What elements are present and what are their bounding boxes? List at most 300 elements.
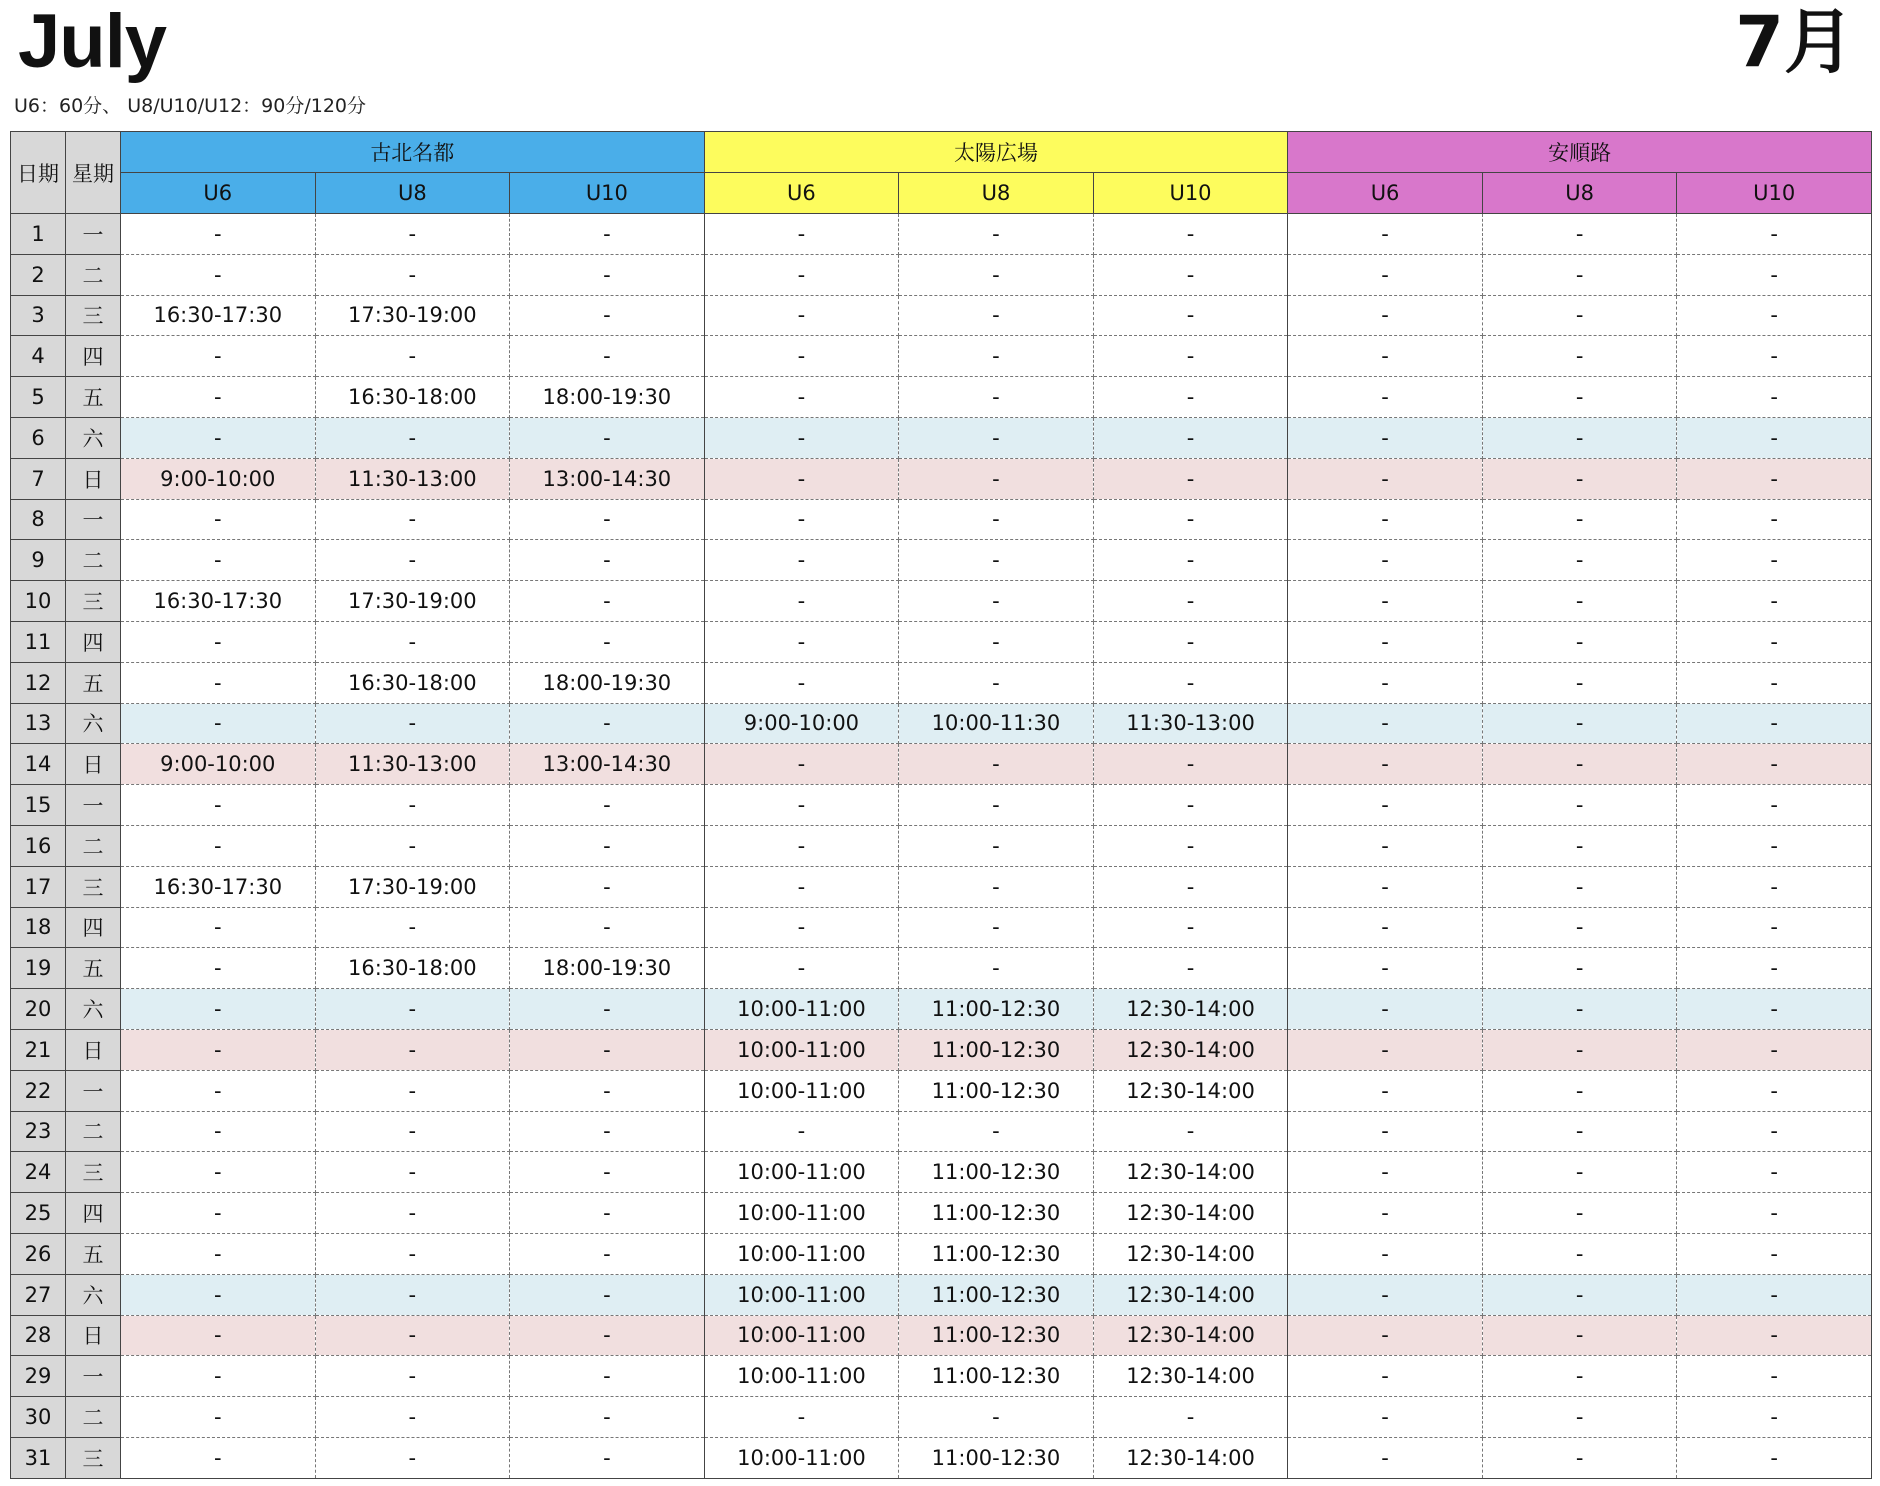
weekday-cell: 四 xyxy=(66,621,121,662)
time-slot-cell: - xyxy=(510,1193,705,1234)
weekday-cell: 二 xyxy=(66,254,121,295)
time-slot-cell: - xyxy=(1288,295,1483,336)
time-slot-cell: - xyxy=(1482,1356,1677,1397)
table-row xyxy=(11,907,1872,948)
time-slot-cell: - xyxy=(510,703,705,744)
table-row xyxy=(11,581,1872,622)
time-slot-cell: - xyxy=(1482,1152,1677,1193)
time-slot-cell: - xyxy=(704,336,899,377)
time-slot-cell: - xyxy=(1093,499,1288,540)
time-slot-cell: - xyxy=(1677,295,1872,336)
date-cell: 13 xyxy=(11,703,66,744)
table-row xyxy=(11,866,1872,907)
time-slot-cell: 11:00-12:30 xyxy=(899,1437,1094,1478)
time-slot-cell: - xyxy=(704,948,899,989)
time-slot-cell: 11:30-13:00 xyxy=(315,458,510,499)
time-slot-cell: - xyxy=(1288,377,1483,418)
age-header: U8 xyxy=(315,173,510,214)
time-slot-cell: - xyxy=(121,785,316,826)
time-slot-cell: 9:00-10:00 xyxy=(704,703,899,744)
date-cell: 4 xyxy=(11,336,66,377)
date-cell: 8 xyxy=(11,499,66,540)
time-slot-cell: 12:30-14:00 xyxy=(1093,1029,1288,1070)
time-slot-cell: - xyxy=(1093,254,1288,295)
time-slot-cell: - xyxy=(899,1397,1094,1438)
time-slot-cell: 13:00-14:30 xyxy=(510,458,705,499)
age-header: U6 xyxy=(121,173,316,214)
time-slot-cell: - xyxy=(1677,458,1872,499)
time-slot-cell: - xyxy=(315,989,510,1030)
time-slot-cell: 11:00-12:30 xyxy=(899,1274,1094,1315)
time-slot-cell: - xyxy=(121,1233,316,1274)
weekday-cell: 三 xyxy=(66,866,121,907)
weekday-cell: 五 xyxy=(66,948,121,989)
time-slot-cell: - xyxy=(1288,1356,1483,1397)
time-slot-cell: - xyxy=(121,703,316,744)
time-slot-cell: - xyxy=(121,1437,316,1478)
time-slot-cell: - xyxy=(899,825,1094,866)
time-slot-cell: - xyxy=(315,1274,510,1315)
venue-header-anshun: 安順路 xyxy=(1288,132,1872,173)
weekday-cell: 一 xyxy=(66,499,121,540)
date-cell: 5 xyxy=(11,377,66,418)
date-cell: 23 xyxy=(11,1111,66,1152)
time-slot-cell: - xyxy=(121,1111,316,1152)
time-slot-cell: - xyxy=(121,1274,316,1315)
time-slot-cell: - xyxy=(899,458,1094,499)
date-cell: 14 xyxy=(11,744,66,785)
time-slot-cell: 10:00-11:00 xyxy=(704,1356,899,1397)
time-slot-cell: - xyxy=(315,1029,510,1070)
table-row xyxy=(11,1437,1872,1478)
date-cell: 10 xyxy=(11,581,66,622)
time-slot-cell: - xyxy=(315,336,510,377)
time-slot-cell: - xyxy=(704,214,899,255)
date-cell: 18 xyxy=(11,907,66,948)
weekday-cell: 日 xyxy=(66,1029,121,1070)
month-title-english: July xyxy=(18,0,167,84)
time-slot-cell: - xyxy=(1677,1233,1872,1274)
time-slot-cell: - xyxy=(899,499,1094,540)
time-slot-cell: - xyxy=(315,214,510,255)
time-slot-cell: - xyxy=(1288,1233,1483,1274)
time-slot-cell: - xyxy=(1482,458,1677,499)
table-row xyxy=(11,1274,1872,1315)
time-slot-cell: - xyxy=(704,377,899,418)
weekday-cell: 四 xyxy=(66,336,121,377)
time-slot-cell: - xyxy=(1482,499,1677,540)
time-slot-cell: - xyxy=(1482,1111,1677,1152)
weekday-cell: 日 xyxy=(66,1315,121,1356)
time-slot-cell: - xyxy=(1093,214,1288,255)
time-slot-cell: 12:30-14:00 xyxy=(1093,989,1288,1030)
table-row xyxy=(11,377,1872,418)
time-slot-cell: - xyxy=(1482,1315,1677,1356)
time-slot-cell: - xyxy=(121,621,316,662)
time-slot-cell: - xyxy=(121,377,316,418)
time-slot-cell: 17:30-19:00 xyxy=(315,866,510,907)
time-slot-cell: 10:00-11:00 xyxy=(704,1233,899,1274)
time-slot-cell: - xyxy=(1482,1397,1677,1438)
time-slot-cell: - xyxy=(1288,744,1483,785)
time-slot-cell: 12:30-14:00 xyxy=(1093,1437,1288,1478)
weekday-cell: 一 xyxy=(66,1356,121,1397)
time-slot-cell: - xyxy=(121,825,316,866)
time-slot-cell: - xyxy=(1677,1315,1872,1356)
time-slot-cell: - xyxy=(899,581,1094,622)
age-header: U6 xyxy=(1288,173,1483,214)
table-row xyxy=(11,825,1872,866)
time-slot-cell: - xyxy=(1482,907,1677,948)
time-slot-cell: - xyxy=(1482,744,1677,785)
time-slot-cell: - xyxy=(315,1397,510,1438)
time-slot-cell: - xyxy=(315,254,510,295)
time-slot-cell: 18:00-19:30 xyxy=(510,662,705,703)
time-slot-cell: 16:30-18:00 xyxy=(315,948,510,989)
date-cell: 21 xyxy=(11,1029,66,1070)
table-row xyxy=(11,1111,1872,1152)
time-slot-cell: 11:00-12:30 xyxy=(899,1315,1094,1356)
time-slot-cell: - xyxy=(510,499,705,540)
time-slot-cell: - xyxy=(1677,1111,1872,1152)
time-slot-cell: - xyxy=(1677,540,1872,581)
time-slot-cell: 17:30-19:00 xyxy=(315,295,510,336)
time-slot-cell: - xyxy=(1093,540,1288,581)
time-slot-cell: - xyxy=(510,254,705,295)
time-slot-cell: - xyxy=(1093,785,1288,826)
table-row xyxy=(11,989,1872,1030)
weekday-cell: 日 xyxy=(66,744,121,785)
schedule-table xyxy=(10,131,1872,1479)
time-slot-cell: - xyxy=(121,1315,316,1356)
time-slot-cell: 11:00-12:30 xyxy=(899,1152,1094,1193)
date-cell: 24 xyxy=(11,1152,66,1193)
time-slot-cell: - xyxy=(899,621,1094,662)
time-slot-cell: - xyxy=(510,1111,705,1152)
time-slot-cell: - xyxy=(1288,1070,1483,1111)
time-slot-cell: - xyxy=(315,1111,510,1152)
time-slot-cell: - xyxy=(1482,948,1677,989)
weekday-cell: 六 xyxy=(66,417,121,458)
time-slot-cell: - xyxy=(704,499,899,540)
time-slot-cell: 12:30-14:00 xyxy=(1093,1152,1288,1193)
time-slot-cell: - xyxy=(1677,907,1872,948)
time-slot-cell: - xyxy=(121,948,316,989)
time-slot-cell: - xyxy=(1677,336,1872,377)
table-row xyxy=(11,1315,1872,1356)
time-slot-cell: - xyxy=(121,336,316,377)
weekday-cell: 一 xyxy=(66,1070,121,1111)
duration-note: U6：60分、 U8/U10/U12：90分/120分 xyxy=(14,95,367,117)
date-cell: 27 xyxy=(11,1274,66,1315)
time-slot-cell: - xyxy=(1677,948,1872,989)
date-cell: 29 xyxy=(11,1356,66,1397)
time-slot-cell: - xyxy=(510,1356,705,1397)
time-slot-cell: - xyxy=(315,1315,510,1356)
time-slot-cell: - xyxy=(510,1397,705,1438)
time-slot-cell: 10:00-11:00 xyxy=(704,1193,899,1234)
time-slot-cell: - xyxy=(1677,1356,1872,1397)
time-slot-cell: 12:30-14:00 xyxy=(1093,1233,1288,1274)
time-slot-cell: - xyxy=(121,214,316,255)
time-slot-cell: - xyxy=(1288,540,1483,581)
weekday-cell: 三 xyxy=(66,1152,121,1193)
time-slot-cell: 12:30-14:00 xyxy=(1093,1070,1288,1111)
weekday-cell: 六 xyxy=(66,703,121,744)
time-slot-cell: - xyxy=(1288,417,1483,458)
weekday-cell: 二 xyxy=(66,825,121,866)
time-slot-cell: - xyxy=(510,1274,705,1315)
time-slot-cell: - xyxy=(121,1029,316,1070)
time-slot-cell: - xyxy=(899,785,1094,826)
time-slot-cell: - xyxy=(899,295,1094,336)
time-slot-cell: - xyxy=(315,785,510,826)
weekday-column-header: 星期 xyxy=(66,132,121,214)
time-slot-cell: - xyxy=(704,417,899,458)
time-slot-cell: - xyxy=(704,581,899,622)
time-slot-cell: - xyxy=(1677,1274,1872,1315)
time-slot-cell: - xyxy=(315,417,510,458)
time-slot-cell: - xyxy=(510,907,705,948)
age-header: U8 xyxy=(899,173,1094,214)
time-slot-cell: - xyxy=(1288,458,1483,499)
time-slot-cell: 11:00-12:30 xyxy=(899,1233,1094,1274)
time-slot-cell: - xyxy=(1677,703,1872,744)
time-slot-cell: - xyxy=(1288,785,1483,826)
time-slot-cell: - xyxy=(1288,907,1483,948)
time-slot-cell: - xyxy=(1677,744,1872,785)
date-cell: 6 xyxy=(11,417,66,458)
time-slot-cell: - xyxy=(1093,1111,1288,1152)
time-slot-cell: - xyxy=(315,1152,510,1193)
time-slot-cell: - xyxy=(704,1397,899,1438)
time-slot-cell: - xyxy=(899,377,1094,418)
table-row xyxy=(11,1152,1872,1193)
table-row xyxy=(11,1193,1872,1234)
time-slot-cell: - xyxy=(1482,866,1677,907)
date-cell: 9 xyxy=(11,540,66,581)
time-slot-cell: - xyxy=(1482,1193,1677,1234)
time-slot-cell: 12:30-14:00 xyxy=(1093,1356,1288,1397)
time-slot-cell: - xyxy=(121,1397,316,1438)
weekday-cell: 六 xyxy=(66,989,121,1030)
time-slot-cell: 9:00-10:00 xyxy=(121,744,316,785)
time-slot-cell: - xyxy=(315,1070,510,1111)
time-slot-cell: - xyxy=(510,1315,705,1356)
time-slot-cell: - xyxy=(1288,1315,1483,1356)
time-slot-cell: - xyxy=(704,540,899,581)
time-slot-cell: - xyxy=(510,866,705,907)
time-slot-cell: - xyxy=(1093,295,1288,336)
time-slot-cell: - xyxy=(1482,662,1677,703)
table-row xyxy=(11,417,1872,458)
time-slot-cell: - xyxy=(1677,1397,1872,1438)
time-slot-cell: - xyxy=(121,540,316,581)
time-slot-cell: - xyxy=(510,295,705,336)
weekday-cell: 一 xyxy=(66,214,121,255)
time-slot-cell: 10:00-11:00 xyxy=(704,1437,899,1478)
table-row xyxy=(11,662,1872,703)
time-slot-cell: - xyxy=(1677,989,1872,1030)
time-slot-cell: - xyxy=(1677,499,1872,540)
date-cell: 22 xyxy=(11,1070,66,1111)
time-slot-cell: - xyxy=(1093,336,1288,377)
time-slot-cell: - xyxy=(1093,744,1288,785)
date-cell: 28 xyxy=(11,1315,66,1356)
time-slot-cell: - xyxy=(315,1233,510,1274)
time-slot-cell: - xyxy=(1288,254,1483,295)
table-row xyxy=(11,785,1872,826)
time-slot-cell: 11:00-12:30 xyxy=(899,1356,1094,1397)
time-slot-cell: - xyxy=(1288,336,1483,377)
table-row xyxy=(11,254,1872,295)
time-slot-cell: - xyxy=(1677,621,1872,662)
time-slot-cell: - xyxy=(315,703,510,744)
time-slot-cell: - xyxy=(315,1356,510,1397)
time-slot-cell: - xyxy=(704,866,899,907)
time-slot-cell: - xyxy=(1093,458,1288,499)
time-slot-cell: - xyxy=(1482,1029,1677,1070)
table-row xyxy=(11,621,1872,662)
time-slot-cell: 16:30-17:30 xyxy=(121,866,316,907)
time-slot-cell: - xyxy=(315,825,510,866)
time-slot-cell: - xyxy=(1288,499,1483,540)
time-slot-cell: - xyxy=(704,785,899,826)
venue-header-gubei: 古北名都 xyxy=(121,132,705,173)
date-cell: 16 xyxy=(11,825,66,866)
time-slot-cell: - xyxy=(315,1193,510,1234)
time-slot-cell: - xyxy=(1677,1070,1872,1111)
time-slot-cell: - xyxy=(899,254,1094,295)
time-slot-cell: - xyxy=(1288,662,1483,703)
weekday-cell: 三 xyxy=(66,1437,121,1478)
time-slot-cell: - xyxy=(1677,417,1872,458)
time-slot-cell: - xyxy=(121,907,316,948)
schedule-body xyxy=(11,214,1872,1479)
time-slot-cell: 10:00-11:30 xyxy=(899,703,1094,744)
time-slot-cell: - xyxy=(510,540,705,581)
time-slot-cell: - xyxy=(1288,703,1483,744)
time-slot-cell: - xyxy=(1482,254,1677,295)
time-slot-cell: - xyxy=(1482,1233,1677,1274)
time-slot-cell: - xyxy=(1482,1437,1677,1478)
time-slot-cell: - xyxy=(121,499,316,540)
time-slot-cell: 9:00-10:00 xyxy=(121,458,316,499)
date-cell: 11 xyxy=(11,621,66,662)
weekday-cell: 五 xyxy=(66,377,121,418)
table-row xyxy=(11,458,1872,499)
time-slot-cell: - xyxy=(1093,825,1288,866)
time-slot-cell: - xyxy=(1482,377,1677,418)
time-slot-cell: - xyxy=(899,866,1094,907)
time-slot-cell: - xyxy=(1288,1437,1483,1478)
time-slot-cell: - xyxy=(1093,377,1288,418)
time-slot-cell: - xyxy=(121,662,316,703)
date-cell: 3 xyxy=(11,295,66,336)
time-slot-cell: - xyxy=(510,1233,705,1274)
time-slot-cell: - xyxy=(315,499,510,540)
time-slot-cell: 11:00-12:30 xyxy=(899,1193,1094,1234)
time-slot-cell: - xyxy=(510,785,705,826)
time-slot-cell: 12:30-14:00 xyxy=(1093,1274,1288,1315)
time-slot-cell: - xyxy=(899,948,1094,989)
time-slot-cell: - xyxy=(1093,907,1288,948)
time-slot-cell: - xyxy=(899,214,1094,255)
time-slot-cell: - xyxy=(899,744,1094,785)
time-slot-cell: 16:30-18:00 xyxy=(315,377,510,418)
age-header: U6 xyxy=(704,173,899,214)
time-slot-cell: - xyxy=(1093,581,1288,622)
time-slot-cell: - xyxy=(510,1437,705,1478)
time-slot-cell: 10:00-11:00 xyxy=(704,1152,899,1193)
time-slot-cell: - xyxy=(1677,1437,1872,1478)
time-slot-cell: - xyxy=(899,417,1094,458)
time-slot-cell: - xyxy=(121,417,316,458)
time-slot-cell: - xyxy=(1093,621,1288,662)
date-cell: 30 xyxy=(11,1397,66,1438)
time-slot-cell: 11:00-12:30 xyxy=(899,989,1094,1030)
date-cell: 7 xyxy=(11,458,66,499)
month-title-chinese: 7月 xyxy=(1735,1,1854,83)
time-slot-cell: - xyxy=(704,907,899,948)
time-slot-cell: - xyxy=(1093,417,1288,458)
time-slot-cell: - xyxy=(704,458,899,499)
time-slot-cell: - xyxy=(1677,1193,1872,1234)
table-row xyxy=(11,540,1872,581)
weekday-cell: 四 xyxy=(66,907,121,948)
weekday-cell: 日 xyxy=(66,458,121,499)
time-slot-cell: 11:00-12:30 xyxy=(899,1029,1094,1070)
weekday-cell: 六 xyxy=(66,1274,121,1315)
date-cell: 2 xyxy=(11,254,66,295)
weekday-cell: 一 xyxy=(66,785,121,826)
time-slot-cell: - xyxy=(1677,254,1872,295)
time-slot-cell: - xyxy=(704,621,899,662)
table-row xyxy=(11,336,1872,377)
time-slot-cell: - xyxy=(899,540,1094,581)
time-slot-cell: - xyxy=(1482,336,1677,377)
time-slot-cell: - xyxy=(1288,866,1483,907)
time-slot-cell: - xyxy=(704,1111,899,1152)
time-slot-cell: 11:30-13:00 xyxy=(315,744,510,785)
time-slot-cell: - xyxy=(510,1029,705,1070)
weekday-cell: 二 xyxy=(66,1397,121,1438)
time-slot-cell: - xyxy=(315,621,510,662)
time-slot-cell: - xyxy=(121,989,316,1030)
time-slot-cell: - xyxy=(121,1070,316,1111)
time-slot-cell: - xyxy=(315,540,510,581)
time-slot-cell: - xyxy=(1093,1397,1288,1438)
table-row xyxy=(11,1070,1872,1111)
weekday-cell: 二 xyxy=(66,1111,121,1152)
time-slot-cell: - xyxy=(1482,621,1677,662)
date-cell: 12 xyxy=(11,662,66,703)
time-slot-cell: - xyxy=(704,825,899,866)
time-slot-cell: - xyxy=(1288,1029,1483,1070)
date-cell: 31 xyxy=(11,1437,66,1478)
time-slot-cell: 10:00-11:00 xyxy=(704,1029,899,1070)
time-slot-cell: 18:00-19:30 xyxy=(510,948,705,989)
time-slot-cell: - xyxy=(1093,662,1288,703)
time-slot-cell: - xyxy=(899,907,1094,948)
weekday-cell: 二 xyxy=(66,540,121,581)
time-slot-cell: - xyxy=(1093,948,1288,989)
date-cell: 19 xyxy=(11,948,66,989)
time-slot-cell: 16:30-17:30 xyxy=(121,581,316,622)
time-slot-cell: - xyxy=(1482,825,1677,866)
time-slot-cell: - xyxy=(1288,1152,1483,1193)
table-row xyxy=(11,214,1872,255)
